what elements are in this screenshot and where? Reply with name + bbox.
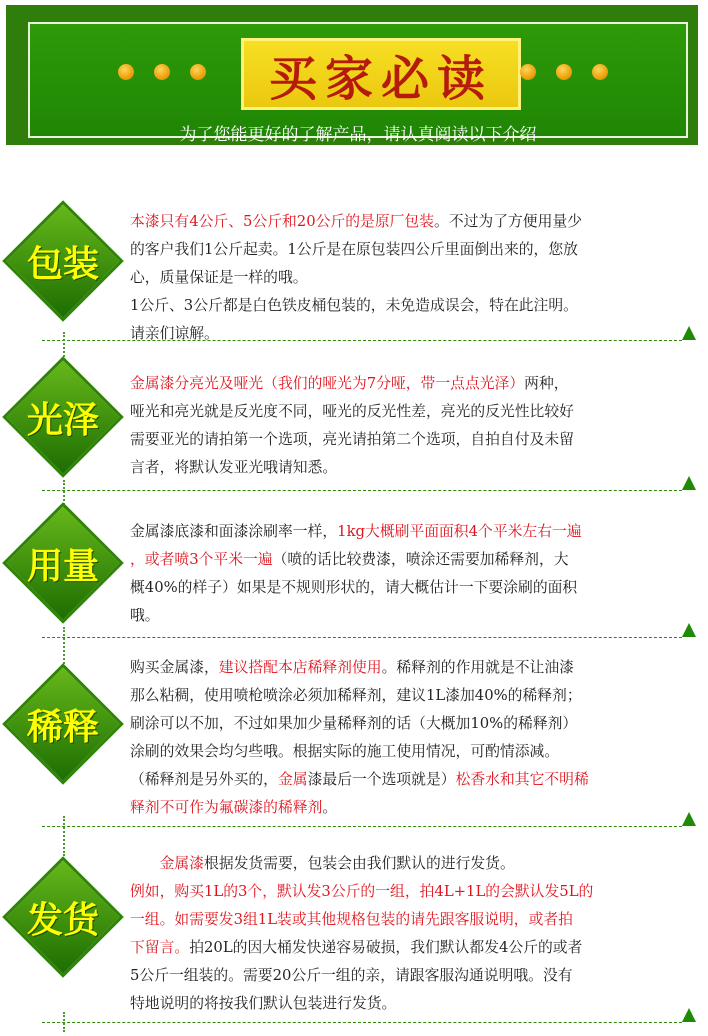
body-text: 哦。 (130, 607, 160, 624)
body-text: 购买金属漆， (130, 659, 219, 676)
body-text: 言者，将默认发亚光哦请知悉。 (130, 459, 338, 476)
section-badge (3, 357, 123, 477)
page-title: 买家必读 (268, 50, 493, 107)
highlight-text: 金属漆 (159, 855, 205, 872)
body-text: （稀释剂是另外买的， (130, 771, 278, 788)
text-line (130, 990, 682, 1018)
highlight-text: 下留言。 (130, 939, 190, 956)
text-line (130, 878, 682, 906)
highlight-text: 例如，购买1L的3个，默认发3公斤的一组，拍4L+1L的会默认发5L的 (130, 883, 594, 900)
highlight-text: 金属漆分亮光及哑光（我们的哑光为7分哑，带一点点光泽） (130, 375, 525, 392)
triangle-icon (682, 326, 696, 340)
body-text: 漆最后一个选项就是） (307, 771, 456, 788)
body-text: 刷涂可以不加，不过如果加少量稀释剂的话（大概加10%的稀释剂） (130, 715, 578, 732)
body-text: 概40%的样子）如果是不规则形状的，请大概估计一下要涂刷的面积 (130, 579, 578, 596)
body-text: 哑光和亮光就是反光度不同，哑光的反光性差，亮光的反光性比较好 (130, 403, 574, 420)
text-line (130, 264, 682, 292)
body-text: 涂刷的效果会均匀些哦。根据实际的施工使用情况，可酌情添减。 (130, 743, 560, 760)
triangle-icon (682, 476, 696, 490)
decor-dot-icon (118, 64, 134, 80)
section-text (130, 208, 682, 348)
triangle-icon (682, 1008, 696, 1022)
title-box (241, 38, 521, 110)
highlight-text: 本漆只有4公斤、5公斤和20公斤的是原厂包装 (130, 213, 435, 230)
text-line (130, 454, 682, 482)
text-line (130, 546, 682, 574)
decor-dot-icon (520, 64, 536, 80)
section-text (130, 654, 682, 822)
body-text: 特地说明的将按我们默认包装进行发货。 (130, 995, 397, 1012)
body-text: 。 (322, 799, 338, 816)
page-subtitle: 为了您能更好的了解产品，请认真阅读以下介绍 (179, 125, 537, 145)
text-line (130, 794, 682, 822)
decor-dot-icon (592, 64, 608, 80)
body-text: 5公斤一组装的。需要20公斤一组的亲，请跟客服沟通说明哦。没有 (130, 967, 573, 984)
text-line (130, 710, 682, 738)
text-line (130, 320, 682, 348)
section-text (130, 850, 682, 1018)
text-line (130, 574, 682, 602)
body-text: （喷的话比较费漆，喷涂还需要加稀释剂，大 (272, 551, 569, 568)
body-text: 两种， (524, 375, 569, 392)
text-line (130, 766, 682, 794)
text-line (130, 850, 682, 878)
body-text: 心，质量保证是一样的哦。 (130, 269, 308, 286)
section-text (130, 518, 682, 630)
highlight-text: 1kg大概刷平面面积4个平米左右一遍 (337, 523, 582, 540)
section-label: 光泽 (26, 399, 99, 441)
section-label: 包装 (26, 243, 99, 285)
decor-dot-icon (154, 64, 170, 80)
body-text: 拍20L的因大桶发快递容易破损，我们默认都发4公斤的或者 (189, 939, 583, 956)
body-text: 请亲们谅解。 (130, 325, 219, 342)
text-line (130, 518, 682, 546)
body-text: 1公斤、3公斤都是白色铁皮桶包装的，未免造成误会，特在此注明。 (130, 297, 578, 314)
text-line (130, 398, 682, 426)
banner-panel (28, 22, 688, 145)
body-text: 的客户我们1公斤起卖。1公斤是在原包装四公斤里面倒出来的，您放 (130, 241, 578, 258)
section-label: 用量 (26, 545, 99, 587)
section-text (130, 370, 682, 482)
body-text (130, 855, 160, 872)
text-line (130, 292, 682, 320)
highlight-text: 建议搭配本店稀释剂使用 (218, 659, 382, 676)
section-badge (3, 664, 123, 784)
dashed-divider (42, 826, 682, 827)
highlight-text: 松香水和其它不明稀 (455, 771, 589, 788)
text-line (130, 602, 682, 630)
decor-dot-icon (556, 64, 572, 80)
dashed-divider (42, 340, 682, 341)
body-text: 金属漆底漆和面漆涂刷率一样， (130, 523, 338, 540)
text-line (130, 654, 682, 682)
text-line (130, 738, 682, 766)
text-line (130, 426, 682, 454)
highlight-text: 金属 (277, 771, 308, 788)
body-text: 。稀释剂的作用就是不让油漆 (381, 659, 574, 676)
header-banner (6, 5, 698, 145)
dashed-divider (42, 1022, 682, 1023)
text-line (130, 906, 682, 934)
text-line (130, 934, 682, 962)
section-badge (3, 857, 123, 977)
dashed-divider (42, 490, 682, 491)
dashed-divider (42, 637, 682, 638)
body-text: 需要亚光的请拍第一个选项，亮光请拍第二个选项，自拍自付及未留 (130, 431, 574, 448)
dotted-connector (63, 816, 65, 856)
body-text: 。不过为了方便用量少 (434, 213, 582, 230)
dotted-connector (63, 627, 65, 667)
dotted-connector (63, 1012, 65, 1032)
highlight-text: ，或者喷3个平米一遍 (130, 551, 273, 568)
text-line (130, 682, 682, 710)
highlight-text: 一组。如需要发3组1L装或其他规格包装的请先跟客服说明，或者拍 (130, 911, 573, 928)
section-label: 稀释 (26, 706, 99, 748)
text-line (130, 208, 682, 236)
text-line (130, 962, 682, 990)
text-line (130, 370, 682, 398)
highlight-text: 释剂不可作为氟碳漆的稀释剂 (130, 799, 323, 816)
triangle-icon (682, 623, 696, 637)
body-text: 根据发货需要，包装会由我们默认的进行发货。 (204, 855, 515, 872)
body-text: 那么粘稠，使用喷枪喷涂必须加稀释剂，建议1L漆加40%的稀释剂； (130, 687, 582, 704)
section-label: 发货 (26, 899, 99, 941)
decor-dot-icon (190, 64, 206, 80)
section-badge (3, 503, 123, 623)
section-badge (3, 201, 123, 321)
triangle-icon (682, 812, 696, 826)
text-line (130, 236, 682, 264)
